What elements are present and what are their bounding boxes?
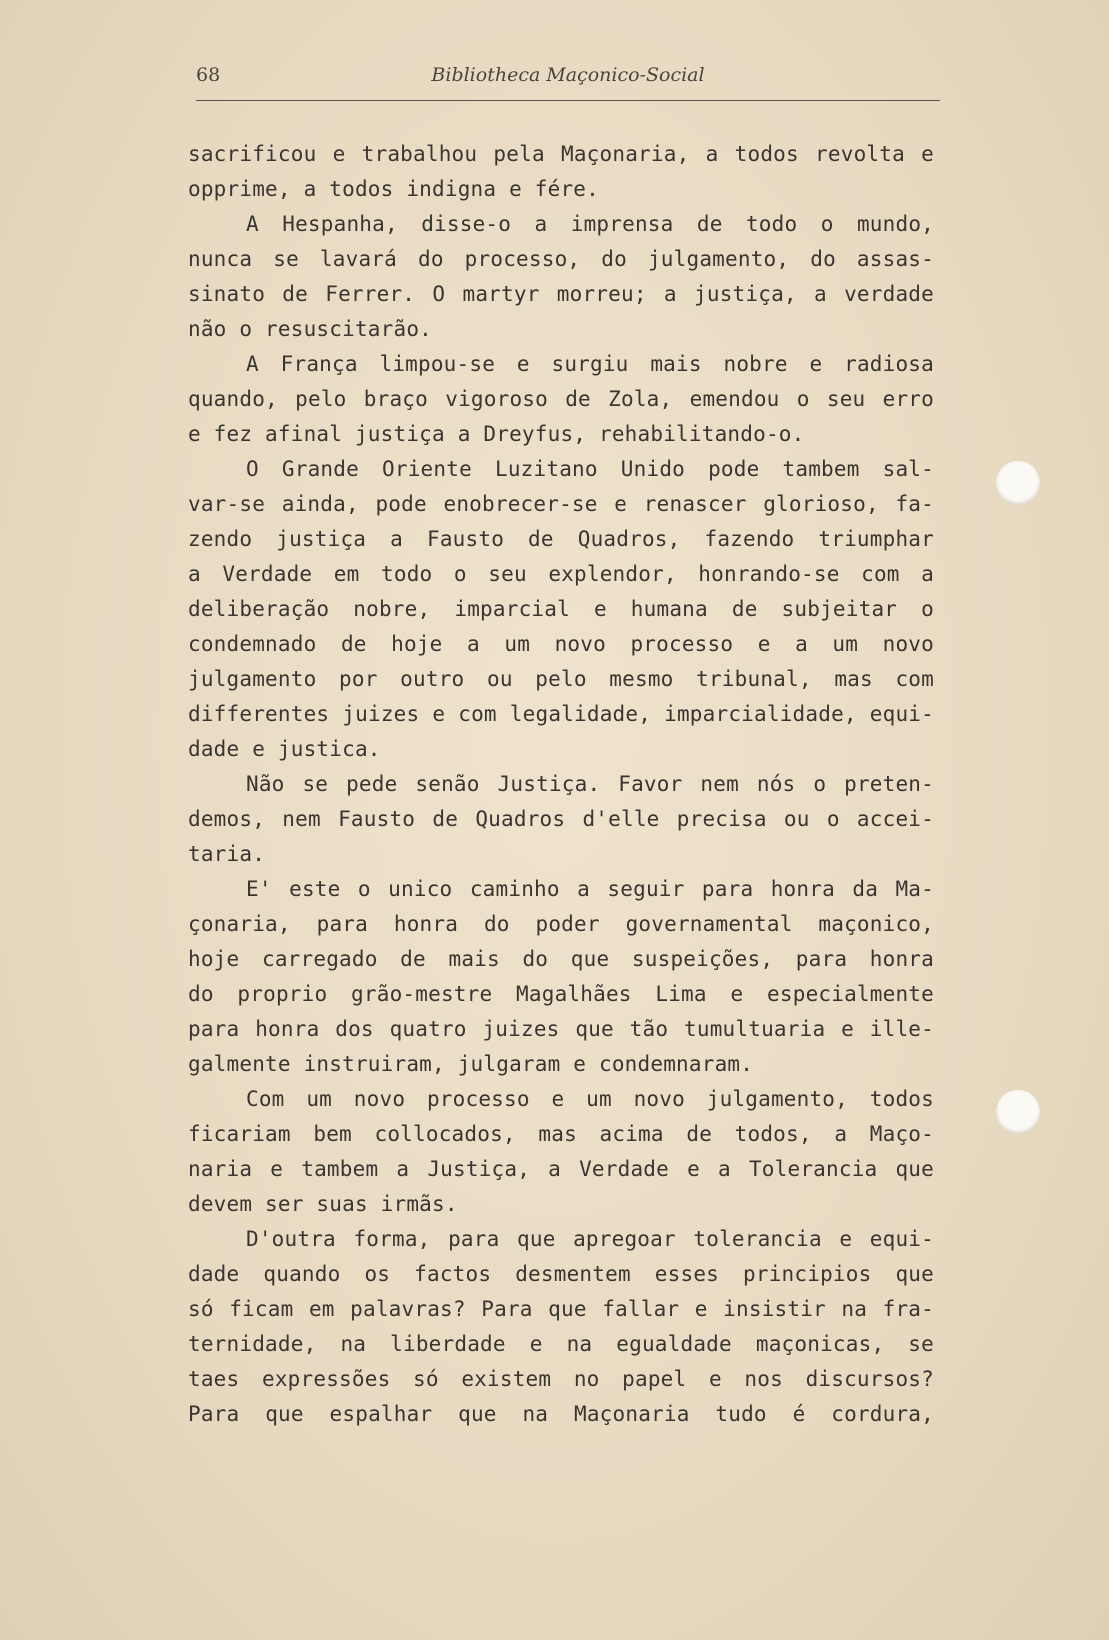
text-line: para honra dos quatro juizes que tão tumultuaria e ille- (188, 1017, 934, 1041)
text-line: sacrificou e trabalhou pela Maçonaria, a todos revolta e (188, 142, 934, 166)
text-line: não o resuscitarão. (188, 317, 433, 341)
text-line: çonaria, para honra do poder governamental maçonico, (188, 912, 934, 936)
text-line: ternidade, na liberdade e na egualdade maçonicas, se (188, 1332, 934, 1356)
text-line: Não se pede senão Justiça. Favor nem nós o preten- (246, 772, 934, 796)
page-header (196, 62, 940, 92)
text-line: D'outra forma, para que apregoar tolerancia e equi- (246, 1227, 934, 1251)
text-line: hoje carregado de mais do que suspeições, para honra (188, 947, 934, 971)
text-line: dade quando os factos desmentem esses principios que (188, 1262, 934, 1286)
text-line: galmente instruiram, julgaram e condemnaram. (188, 1052, 754, 1076)
text-line: demos, nem Fausto de Quadros d'elle precisa ou o accei- (188, 807, 934, 831)
text-line: nunca se lavará do processo, do julgamento, do assas- (188, 247, 934, 271)
text-line: Com um novo processo e um novo julgamento, todos (246, 1087, 934, 1111)
text-line: A França limpou-se e surgiu mais nobre e radiosa (246, 352, 934, 376)
text-line: sinato de Ferrer. O martyr morreu; a justiça, a verdade (188, 282, 934, 306)
text-line: var-se ainda, pode enobrecer-se e renascer glorioso, fa- (188, 492, 934, 516)
text-line: só ficam em palavras? Para que fallar e insistir na fra- (188, 1297, 934, 1321)
text-line: ficariam bem collocados, mas acima de todos, a Maço- (188, 1122, 934, 1146)
text-line: Para que espalhar que na Maçonaria tudo é cordura, (188, 1402, 934, 1426)
text-line: E' este o unico caminho a seguir para honra da Ma- (246, 877, 934, 901)
text-line: devem ser suas irmãs. (188, 1192, 458, 1216)
punch-hole (996, 1090, 1040, 1134)
text-line: condemnado de hoje a um novo processo e a um novo (188, 632, 934, 656)
page-number: 68 (196, 64, 221, 86)
header-rule (196, 100, 940, 101)
text-line: a Verdade em todo o seu explendor, honrando-se com a (188, 562, 934, 586)
text-line: e fez afinal justiça a Dreyfus, rehabilitando-o. (188, 422, 805, 446)
text-line: opprime, a todos indigna e fére. (188, 177, 599, 201)
text-line: deliberação nobre, imparcial e humana de subjeitar o (188, 597, 934, 621)
text-line: taes expressões só existem no papel e nos discursos? (188, 1367, 934, 1391)
text-line: zendo justiça a Fausto de Quadros, fazendo triumphar (188, 527, 934, 551)
text-line: taria. (188, 842, 266, 866)
text-line: O Grande Oriente Luzitano Unido pode tambem sal- (246, 457, 934, 481)
text-line: julgamento por outro ou pelo mesmo tribunal, mas com (188, 667, 934, 691)
text-line: naria e tambem a Justiça, a Verdade e a Tolerancia que (188, 1157, 934, 1181)
punch-hole (996, 461, 1040, 505)
body-text (188, 137, 934, 1432)
text-line: differentes juizes e com legalidade, imparcialidade, equi- (188, 702, 934, 726)
text-line: A Hespanha, disse-o a imprensa de todo o mundo, (246, 212, 934, 236)
running-title: Bibliotheca Maçonico-Social (431, 64, 705, 86)
text-line: do proprio grão-mestre Magalhães Lima e especialmente (188, 982, 934, 1006)
text-line: dade e justica. (188, 737, 381, 761)
text-line: quando, pelo braço vigoroso de Zola, emendou o seu erro (188, 387, 934, 411)
